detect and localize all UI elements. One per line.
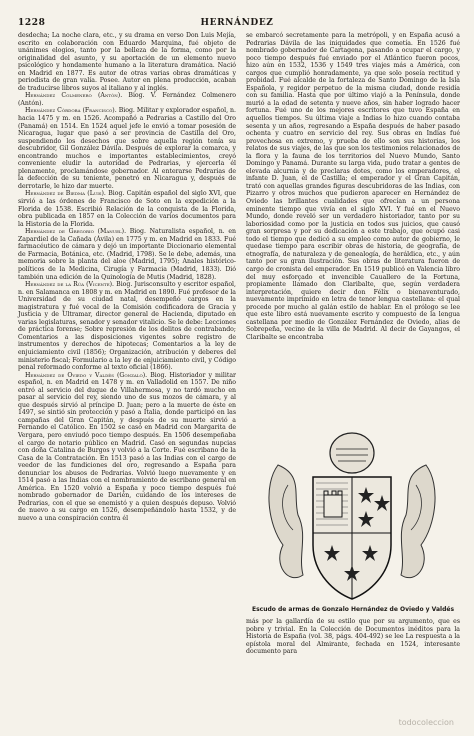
entry-headword: Hernández de la Rúa (Vicente). <box>25 281 115 289</box>
entry-text: desdecha; La noche clara, etc., y su drama en verso Don Luis Mejía, escrito en colaboración con Eduardo Marquina, fué objeto de unánimes elogios, tanto por la belleza de la forma, como por la originalidad del asunto, y su aportación de un elemento nuevo psicológico y hondamente humano a la literatura dramática. Nació en Madrid en 1877. Es autor de otras varias obras dramáticas y periodista de gran valía. Posee. Autor en plena producción, acaban de traducirse libros suyos al italiano y al inglés. <box>18 32 236 92</box>
entry-text: Biog. Jurisconsulto y escritor español, n. en Salamanca en 1808 y m. en Madrid en 1890. Fué profesor de la Universidad de su ciudad natal, desempeñó cargos en la magistratura y fué vocal de la Comisión codificadora de Gracia y Justicia y de Ultramar, director general de Hacienda, diputado en varias legislaturas, senador y senador vitalicio. Se le debe: Lecciones de práctica forense; Sobre represión de los delitos de contrabando; Comentarios a las disposiciones vigentes sobre registro de instrumentos y derechos de hipotecas; Comentarios a la ley de enjuiciamiento civil (1856); Organización, atribución y deberes del ministerio fiscal; Formulario a la ley de enjuiciamiento civil, y Código penal reformado conforme al texto oficial (1866). <box>18 281 236 372</box>
figure-caption: Escudo de armas de Gonzalo Hernández de Oviedo y Valdés <box>251 606 455 613</box>
article-paragraph <box>18 92 236 107</box>
article-paragraph <box>18 281 236 372</box>
coat-of-arms-illustration <box>258 425 446 603</box>
entry-text: Biog. Naturalista español, n. en Zapardiel de la Cañada (Ávila) en 1775 y m. en Madrid en 1833. Fué farmacéutico de cámara y dejó un importante Diccionario elemental de Farmacia, Botánica, etc. (Madrid, 1798). Se le debe, además, una memoria sobre la planta del aloe (Madrid, 1795); Anales histórico-políticos de la Medicina, Cirugía y Farmacia (Madrid, 1833). Dió también una edición de la Quinología de Mutis (Madrid, 1828). <box>18 228 236 281</box>
entry-text: Biog. V. Fernández Colmenero (Antón). <box>18 92 237 107</box>
entry-headword: Hernández de Biedma (Luis). <box>25 190 106 198</box>
entry-text: Biog. Capitán español del siglo XVI, que sirvió a las órdenes de Francisco de Soto en la expedición a la Florida de 1538. Escribió Relación de la conquista de la Florida, obra publicada en 1857 en la Colección de varios documentos para la Historia de la Florida. <box>18 190 237 228</box>
entry-text: Biog. Historiador y militar español, n. en Madrid en 1478 y m. en Valladolid en 1557. De niño entró al servicio del duque de Villahermosa, y no tardó mucho en pasar al servicio del rey, siendo uno de sus mozos de cámara, y al que después sirvió al príncipe D. Juan; pero a la muerte de éste en 1497, se sintió sin protección y pasó a Italia, donde participó en las campañas del Gran Capitán, y después de su muerte sirvió a Fernando el Católico. En 1502 se casó en Madrid con Margarita de Vergara, pero enviudó poco tiempo después. En 1506 desempeñaba el cargo de notario público en Madrid. Casó en segundas nupcias con doña Catalina de Burgos y volvió a la Corte. Fué escribano de la Casa de la Contratación. En 1513 pasó a las Indias con el cargo de veedor de las fundiciones del oro, regresando a España para denunciar los abusos de Pedrarias. Volvió luego nuevamente y en 1514 pasó a las Indias con el nombramiento de escribano general en América. En 1520 volvió a España y poco tiempo después fué nombrado gobernador de Darién, cuidando de los intereses de Pedrarias, con el que se enemistó y a quien después depuso. Volvió de nuevo a su cargo en 1526, desempeñándolo hasta 1532, y de nuevo a una conspiración contra él <box>18 371 236 522</box>
watermark: todocoleccion <box>398 718 454 727</box>
entry-headword: Hernández Colmenero (Antón). <box>25 92 123 100</box>
entry-headword: Hernández de Oviedo y Valdés (Gonzalo). <box>25 371 148 379</box>
article-paragraph <box>18 107 236 190</box>
running-head: HERNÁNDEZ <box>200 18 274 28</box>
right-bottom-text: más por la gallardía de su estilo que por su argumento, que es pobre y trivial. En la Colección de Documentos inéditos para la Historia de España (vol. 38, págs. 404-492) se lee La respuesta a la epístola moral del Almirante, fechada en 1524, interesante documento para <box>246 618 460 656</box>
entry-headword: Hernández Córdoba (Francisco). <box>25 107 117 115</box>
article-paragraph <box>18 372 236 523</box>
entry-text: Biog. Militar y explorador español, n. hacia 1475 y m. en 1526. Acompañó a Pedrarias a Castillo del Oro (Panamá) en 1514. En 1524 aquel jefe le envió a tomar posesión de Nicaragua, lugar que pasó a ser provincia de Castilla del Oro, suspendiendo los desechos que sobre aquella región tenía su descubridor, Gil González Dávila. Después de explorar la comarca, y encontrando muchos e importantes establecimientos, creyó conveniente eludir la autoridad de Pedrarias, y ejercerla él plenamente, proclamándose gobernador. Al enterarse Pedrarias de la defección de su teniente, penetró en Nicaragua y, después de derrotarle, le hizo dar muerte. <box>18 107 237 190</box>
page-header <box>16 18 458 32</box>
right-text-column <box>246 32 460 341</box>
article-paragraph <box>246 32 460 341</box>
entry-headword: Hernández de Gregorio (Manuel). <box>25 228 127 236</box>
entry-text: se embarcó secretamente para la metrópoli, y en España acusó a Pedrarias Dávila de las iniquidades que cometía. En 1526 fué nombrado gobernador de Cartagena, pasando a ocupar el cargo, y poco tiempo después fué enviado por el Atlántico fueron pocos, hizo aún en 1532, 1536 y 1549 tres viajes más a América, con cargos que cumplió honradamente, ya que solo poseía rectitud y probidad. Fué alcalde de la fortaleza de Santo Domingo de la Isla Española, y regidor perpetuo de la misma ciudad, donde residía con su familia. Hasta que por último viajó a la Península, donde murió a la edad de setenta y nueve años, sin haber logrado hacer fortuna. Fué uno de los mejores escritores que tuvo España en aquellos tiempos. Su última viaje a Indias lo hizo cuando contaba sesenta y un años, regresando a España después de haber pasado ochenta y cuatro en servicio del rey. Sus obras en Indias fué provechosa en extremo, y prueba de ello son sus historias, los relatos de sus viajes, de las que son los testimonios relacionados de la flora y la fauna de los territorios del Nuevo Mundo, Santo Domingo y Panamá. Durante su larga vida, pudo tratar a gentes de elevada alcurnia y de preclaras dotes, como los emperadores, el infante D. Juan, el de Castilla; el emperador y el Gran Capitán, trató con aquellas grandes figuras descubridoras de las Indias, con Pizarro y otros muchos que pudieron aparecer en Hernández de Oviedo las brillantes cualidades que ofrecían a un persona eminente tiempo que vivía en el siglo XVI. Y fué en el Nuevo Mundo, donde reveló ser un verdadero historiador, tanto por su laboriosidad como por la justicia en todos sus juicios, que causó gran sorpresa y por su dedicación a este trabajo, que ocupó casi todo el tiempo que dedicó a su empleo como autor de gobierno, le quedase tiempo para escribir obras de historia, de geografía, de etnografía, de naturaleza y de genealogía, de heráldica, etc., y aún tanto por su gran ilustración. Sus obras de literatura fueron de cargo de cronista del emperador. En 1519 publicó en Valencia libro del muy esforçado et invencible Cauallero de la Fortuna, propiamente llamado don Claribalte, que, según verdadera interpretación, quiere decir don Félix o bienaventurado, nuevamente imprimido en letra de tenor lengua castellana: el qual procede por mucho al galán estilo de hablar. En el prólogo se lee que este libro está nuevamente escrito y compuesto de la lengua castellana por medio de González Fernández de Oviedo, alias de Sobrepeña, vecino de la villa de Madrid. Al decir de Gayangos, el Claribalte se encontraba <box>246 32 460 341</box>
article-paragraph <box>18 190 236 228</box>
article-paragraph <box>18 32 236 92</box>
coat-of-arms-figure <box>258 425 446 603</box>
left-text-column <box>18 32 236 523</box>
article-paragraph <box>18 228 236 281</box>
page-number: 1228 <box>18 18 46 28</box>
